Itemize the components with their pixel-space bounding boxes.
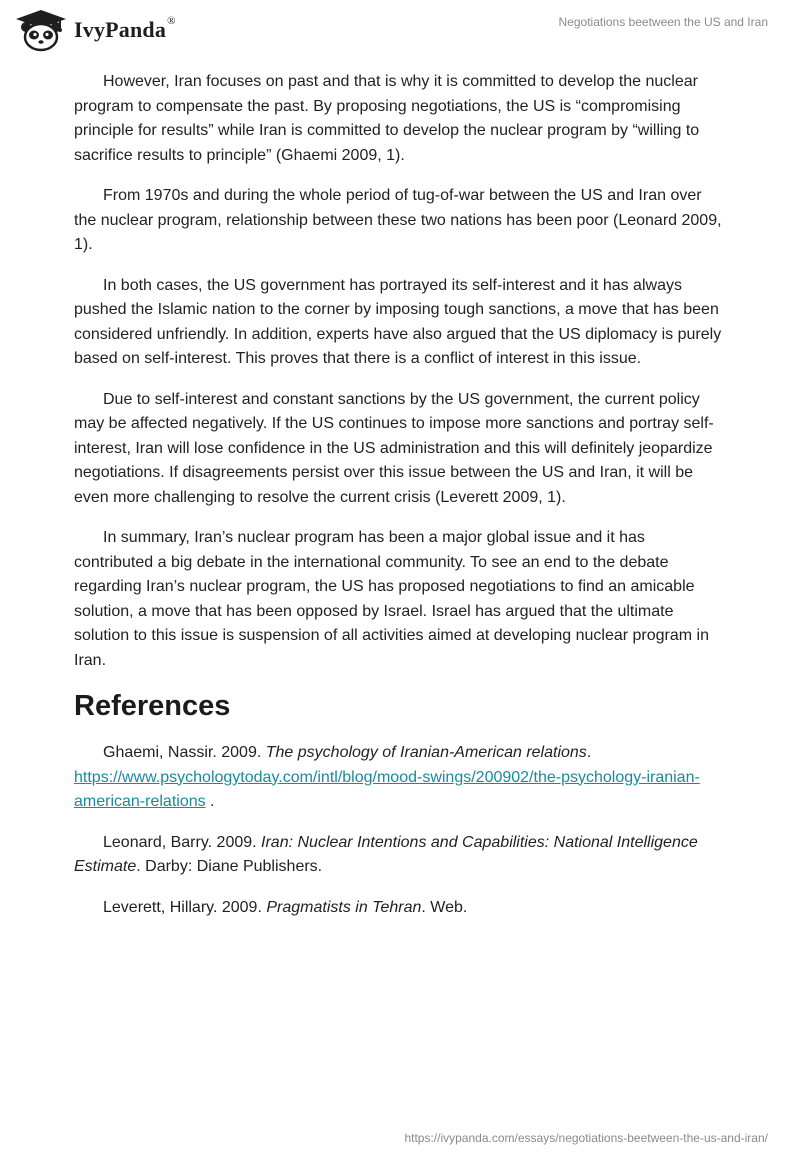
references-heading: References (74, 690, 231, 722)
source-url: https://ivypanda.com/essays/negotiations-beetween-the-us-and-iran/ (404, 1131, 768, 1145)
reference-title: Iran: Nuclear Intentions and Capabilities: National Intelligence Estimate (74, 833, 698, 875)
page-header (0, 0, 800, 62)
document-title: Negotiations beetween the US and Iran (558, 15, 768, 29)
body-paragraph: From 1970s and during the whole period of tug-of-war between the US and Iran over the nuclear program, relationship between these two nations has been poor (Leonard 2009, 1). (74, 187, 722, 253)
essay-content (74, 70, 726, 936)
ivypanda-logo[interactable] (14, 8, 176, 52)
body-paragraph: Due to self-interest and constant sanctions by the US government, the current policy may be affected negatively. If the US continues to impose more sanctions and portray self-interest, Iran will lose confidence in the US administration and this will definitely jeopardize negotiations. If disagreements persist over this issue between the US and Iran, it will be even more challenging to resolve the current crisis (Leverett 2009, 1). (74, 390, 714, 506)
reference-link[interactable]: https://www.psychologytoday.com/intl/blog/mood-swings/200902/the-psychology-iranian-american-relations (74, 768, 700, 810)
body-paragraph: However, Iran focuses on past and that is why it is committed to develop the nuclear program to compensate the past. By proposing negotiations, the US is “compromising principle for results” while Iran is committed to develop the nuclear program by “willing to sacrifice results to principle” (Ghaemi 2009, 1). (74, 73, 700, 164)
body-paragraph: In both cases, the US government has portrayed its self-interest and it has always pushed the Islamic nation to the corner by imposing tough sanctions, a move that has been considered unfriendly. In addition, experts have also argued that the US diplomacy is purely based on self-interest. This proves that there is a conflict of interest in this issue. (74, 276, 722, 367)
reference-entry: Ghaemi, Nassir. 2009. The psychology of Iranian-American relations. https://www.psychologytoday.com/intl/blog/mood-swings/200902/the-psychology-iranian-american-relations . (74, 744, 700, 810)
panda-graduation-icon (14, 8, 68, 52)
reference-entry: Leonard, Barry. 2009. Iran: Nuclear Intentions and Capabilities: National Intelligence Estimate. Darby: Diane Publishers. (74, 833, 698, 875)
reference-entry: Leverett, Hillary. 2009. Pragmatists in Tehran. Web. (103, 898, 468, 916)
body-paragraph: In summary, Iran’s nuclear program has been a major global issue and it has contributed a big debate in the international community. To see an end to the debate regarding Iran’s nuclear program, the US has proposed negotiations to find an amicable solution, a move that has been opposed by Israel. Israel has argued that the ultimate solution to this issue is suspension of all activities aimed at developing nuclear program in Iran. (74, 529, 710, 669)
reference-title: The psychology of Iranian-American relations (265, 744, 587, 761)
reference-title: Pragmatists in Tehran (266, 898, 422, 916)
brand-name: IvyPanda® (74, 15, 176, 42)
